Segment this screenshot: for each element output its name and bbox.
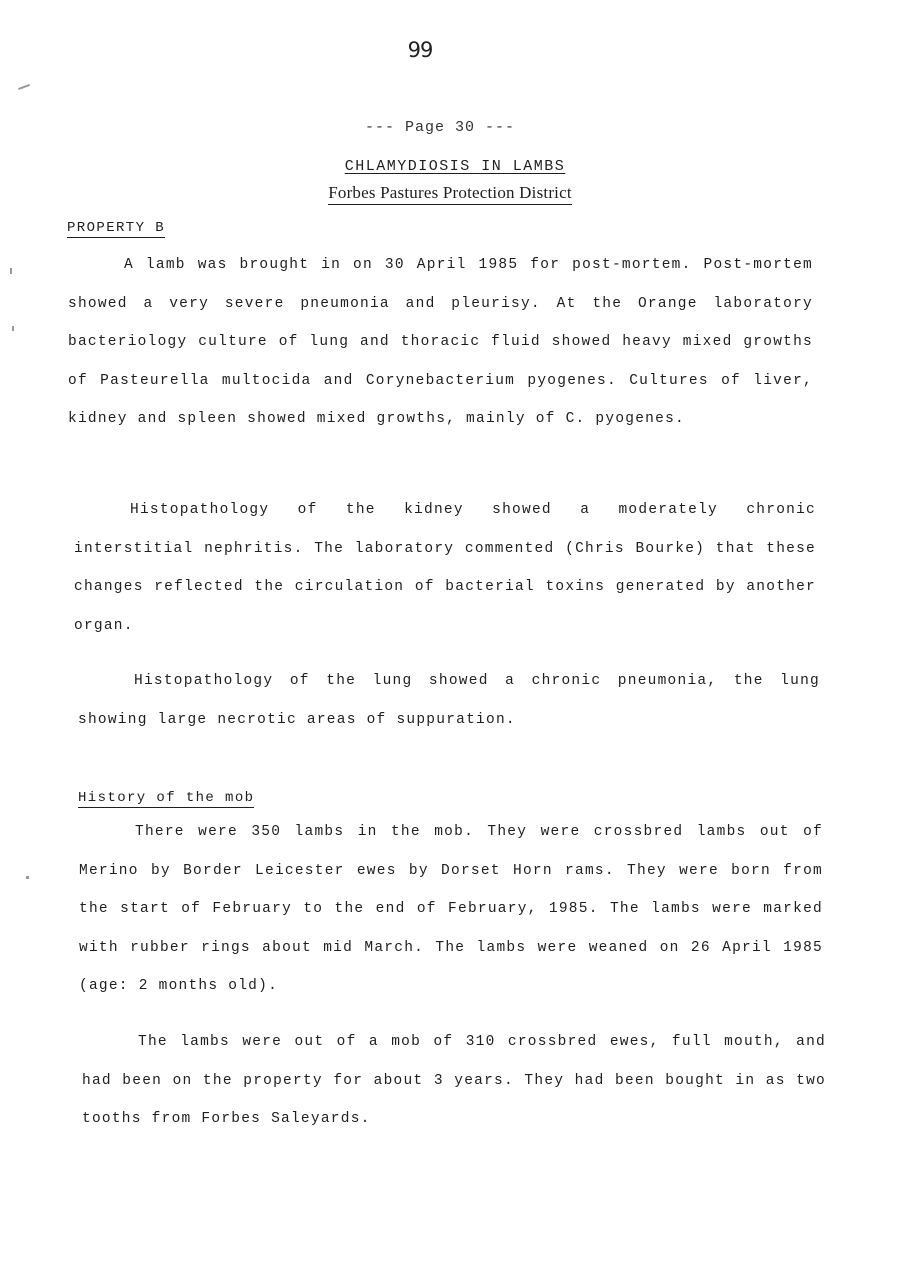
handwritten-page-number: 99 <box>407 38 433 62</box>
section-heading-history-of-the-mob <box>78 790 254 806</box>
scan-mark <box>10 268 12 274</box>
scan-mark <box>12 326 14 331</box>
paragraph-mob-history <box>79 813 823 1006</box>
document-subtitle-text: Forbes Pastures Protection District <box>328 183 572 205</box>
page-label: --- Page 30 --- <box>364 119 516 136</box>
paragraph-ewes-history <box>82 1023 826 1139</box>
paragraph-text: There were 350 lambs in the mob. They were crossbred lambs out of Merino by Border Leicester ewes by Dorset Horn rams. They were born from the start of February to the end of February, 1985. The lambs were marked with rubber rings about mid March. The lambs were weaned on 26 April 1985 (age: 2 months old). <box>79 824 823 994</box>
document-subtitle <box>255 183 645 203</box>
document-title-text: CHLAMYDIOSIS IN LAMBS <box>344 158 566 175</box>
scan-mark <box>26 876 29 879</box>
section-heading-text: History of the mob <box>78 790 255 806</box>
paragraph-kidney-histopathology <box>74 491 816 645</box>
section-heading-text: PROPERTY B <box>67 220 166 236</box>
paragraph-text: The lambs were out of a mob of 310 crossbred ewes, full mouth, and had been on the property for about 3 years. They had been bought in as two tooths from Forbes Saleyards. <box>82 1034 826 1127</box>
section-heading-property-b <box>67 220 165 236</box>
paragraph-lung-histopathology <box>78 662 820 739</box>
paragraph-text: Histopathology of the lung showed a chronic pneumonia, the lung showing large necrotic areas of suppuration. <box>78 673 820 728</box>
paragraph-text: Histopathology of the kidney showed a moderately chronic interstitial nephritis. The laboratory commented (Chris Bourke) that these changes reflected the circulation of bacterial toxins generated by another organ. <box>74 502 816 634</box>
scan-mark <box>18 84 30 90</box>
paragraph-post-mortem <box>68 246 813 439</box>
paragraph-text: A lamb was brought in on 30 April 1985 for post-mortem. Post-mortem showed a very severe pneumonia and pleurisy. At the Orange laboratory bacteriology culture of lung and thoracic fluid showed heavy mixed growths of Pasteurella multocida and Corynebacterium pyogenes. Cultures of liver, kidney and spleen showed mixed growths, mainly of C. pyogenes. <box>68 257 813 427</box>
document-title <box>270 158 640 175</box>
